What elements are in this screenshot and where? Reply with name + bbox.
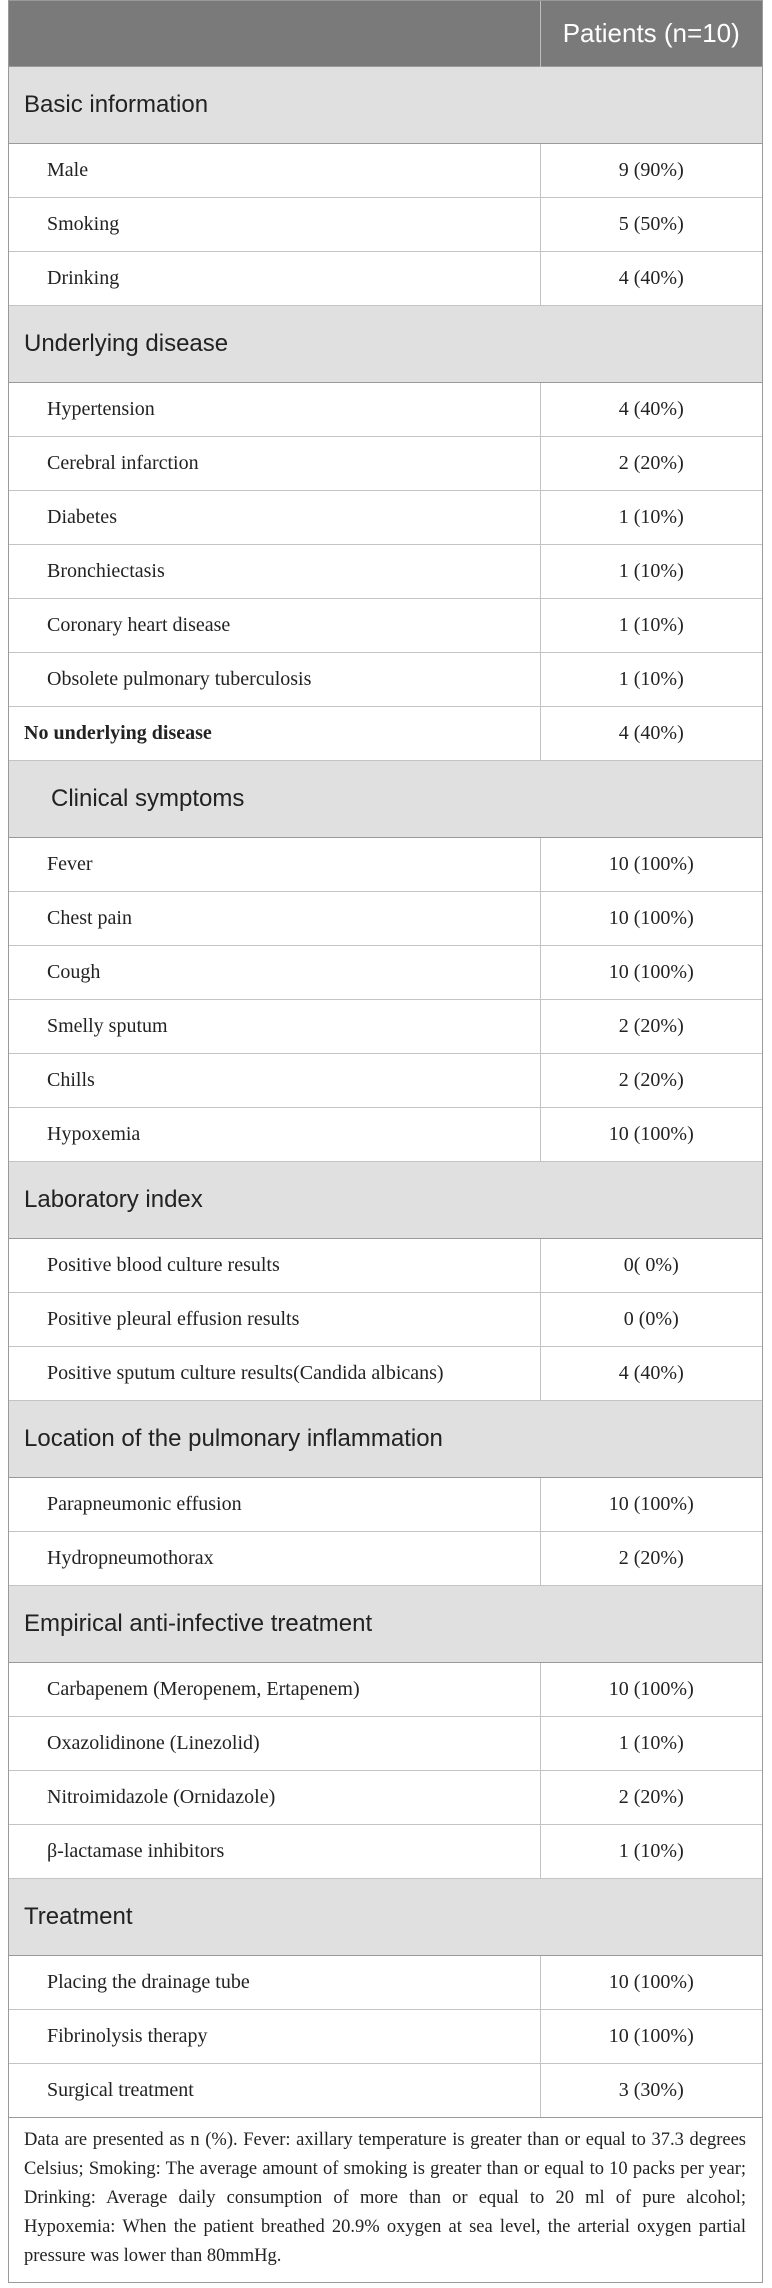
row-label: Surgical treatment — [9, 2064, 540, 2118]
row-label: Drinking — [9, 252, 540, 306]
row-value: 1 (10%) — [540, 1825, 762, 1879]
row-value: 3 (30%) — [540, 2064, 762, 2118]
row-value: 10 (100%) — [540, 892, 762, 946]
row-value: 10 (100%) — [540, 1108, 762, 1162]
row-value: 1 (10%) — [540, 491, 762, 545]
table-row — [9, 491, 762, 545]
row-value: 10 (100%) — [540, 1663, 762, 1717]
row-label: Chest pain — [9, 892, 540, 946]
table-row — [9, 838, 762, 892]
table-row — [9, 653, 762, 707]
table-row — [9, 2010, 762, 2064]
row-label: Diabetes — [9, 491, 540, 545]
table-row — [9, 1000, 762, 1054]
table-row — [9, 599, 762, 653]
section-row-empirical-treatment — [9, 1586, 762, 1663]
row-value: 2 (20%) — [540, 437, 762, 491]
row-label: Oxazolidinone (Linezolid) — [9, 1717, 540, 1771]
row-value: 2 (20%) — [540, 1532, 762, 1586]
row-label: Bronchiectasis — [9, 545, 540, 599]
row-value: 1 (10%) — [540, 599, 762, 653]
section-title: Basic information — [9, 67, 762, 144]
section-title: Underlying disease — [9, 306, 762, 383]
row-label: Cough — [9, 946, 540, 1000]
section-row-clinical-symptoms — [9, 761, 762, 838]
row-value: 10 (100%) — [540, 946, 762, 1000]
table-footnote: Data are presented as n (%). Fever: axillary temperature is greater than or equal to 37.3 degrees Celsius; Smoking: The average amount of smoking is greater than or equal to 10 packs per year; Drinking: Average daily consumption of more than or equal to 20 ml of pure alcohol; Hypoxemia: When the patient breathed 20.9% oxygen at sea level, the arterial oxygen partial pressure was lower than 80mmHg. — [24, 2130, 746, 2266]
table-row — [9, 545, 762, 599]
row-value: 2 (20%) — [540, 1000, 762, 1054]
row-label: Hypoxemia — [9, 1108, 540, 1162]
row-value: 0 (0%) — [540, 1293, 762, 1347]
row-label: Male — [9, 144, 540, 198]
section-title: Location of the pulmonary inflammation — [9, 1401, 762, 1478]
row-label: Cerebral infarction — [9, 437, 540, 491]
table-row — [9, 1532, 762, 1586]
table-frame — [8, 0, 763, 2283]
section-row-location — [9, 1401, 762, 1478]
table-row — [9, 2064, 762, 2118]
row-label: β-lactamase inhibitors — [9, 1825, 540, 1879]
header-patients-column: Patients (n=10) — [540, 1, 762, 67]
row-value: 1 (10%) — [540, 1717, 762, 1771]
table-row — [9, 1717, 762, 1771]
table-row — [9, 144, 762, 198]
row-label: Hydropneumothorax — [9, 1532, 540, 1586]
section-title: Clinical symptoms — [9, 761, 762, 838]
row-value: 1 (10%) — [540, 653, 762, 707]
table-row — [9, 383, 762, 437]
table-row — [9, 1239, 762, 1293]
row-value: 10 (100%) — [540, 1956, 762, 2010]
section-title: Treatment — [9, 1879, 762, 1956]
row-label: Smoking — [9, 198, 540, 252]
row-label: Positive pleural effusion results — [9, 1293, 540, 1347]
section-row-treatment — [9, 1879, 762, 1956]
row-label: Positive blood culture results — [9, 1239, 540, 1293]
table-row — [9, 1663, 762, 1717]
section-title: Empirical anti-infective treatment — [9, 1586, 762, 1663]
table-row — [9, 1293, 762, 1347]
table-row — [9, 707, 762, 761]
row-label: Positive sputum culture results(Candida albicans) — [9, 1347, 540, 1401]
row-label: Nitroimidazole (Ornidazole) — [9, 1771, 540, 1825]
row-label: Chills — [9, 1054, 540, 1108]
row-value: 2 (20%) — [540, 1771, 762, 1825]
row-value: 5 (50%) — [540, 198, 762, 252]
row-label: Carbapenem (Meropenem, Ertapenem) — [9, 1663, 540, 1717]
table-row — [9, 1347, 762, 1401]
row-value: 10 (100%) — [540, 1478, 762, 1532]
table-row — [9, 1825, 762, 1879]
row-value: 4 (40%) — [540, 1347, 762, 1401]
table-row — [9, 437, 762, 491]
row-value: 10 (100%) — [540, 2010, 762, 2064]
table-row — [9, 1478, 762, 1532]
row-label: No underlying disease — [9, 707, 540, 761]
section-title: Laboratory index — [9, 1162, 762, 1239]
row-value: 4 (40%) — [540, 252, 762, 306]
table-row — [9, 1108, 762, 1162]
patient-characteristics-table — [9, 1, 762, 2279]
row-value: 2 (20%) — [540, 1054, 762, 1108]
row-label: Parapneumonic effusion — [9, 1478, 540, 1532]
row-label: Placing the drainage tube — [9, 1956, 540, 2010]
table-row — [9, 1054, 762, 1108]
table-row — [9, 252, 762, 306]
section-row-basic-information — [9, 67, 762, 144]
row-value: 4 (40%) — [540, 707, 762, 761]
row-label: Hypertension — [9, 383, 540, 437]
section-row-laboratory-index — [9, 1162, 762, 1239]
footnote-row — [9, 2118, 762, 2280]
header-label-column — [9, 1, 540, 67]
section-row-underlying-disease — [9, 306, 762, 383]
table-row — [9, 198, 762, 252]
row-value: 9 (90%) — [540, 144, 762, 198]
row-label: Fever — [9, 838, 540, 892]
row-value: 1 (10%) — [540, 545, 762, 599]
row-label: Coronary heart disease — [9, 599, 540, 653]
table-row — [9, 946, 762, 1000]
row-label: Fibrinolysis therapy — [9, 2010, 540, 2064]
row-value: 0( 0%) — [540, 1239, 762, 1293]
row-label: Smelly sputum — [9, 1000, 540, 1054]
row-label: Obsolete pulmonary tuberculosis — [9, 653, 540, 707]
table-header-row — [9, 1, 762, 67]
row-value: 4 (40%) — [540, 383, 762, 437]
row-value: 10 (100%) — [540, 838, 762, 892]
table-row — [9, 1956, 762, 2010]
table-row — [9, 1771, 762, 1825]
table-row — [9, 892, 762, 946]
